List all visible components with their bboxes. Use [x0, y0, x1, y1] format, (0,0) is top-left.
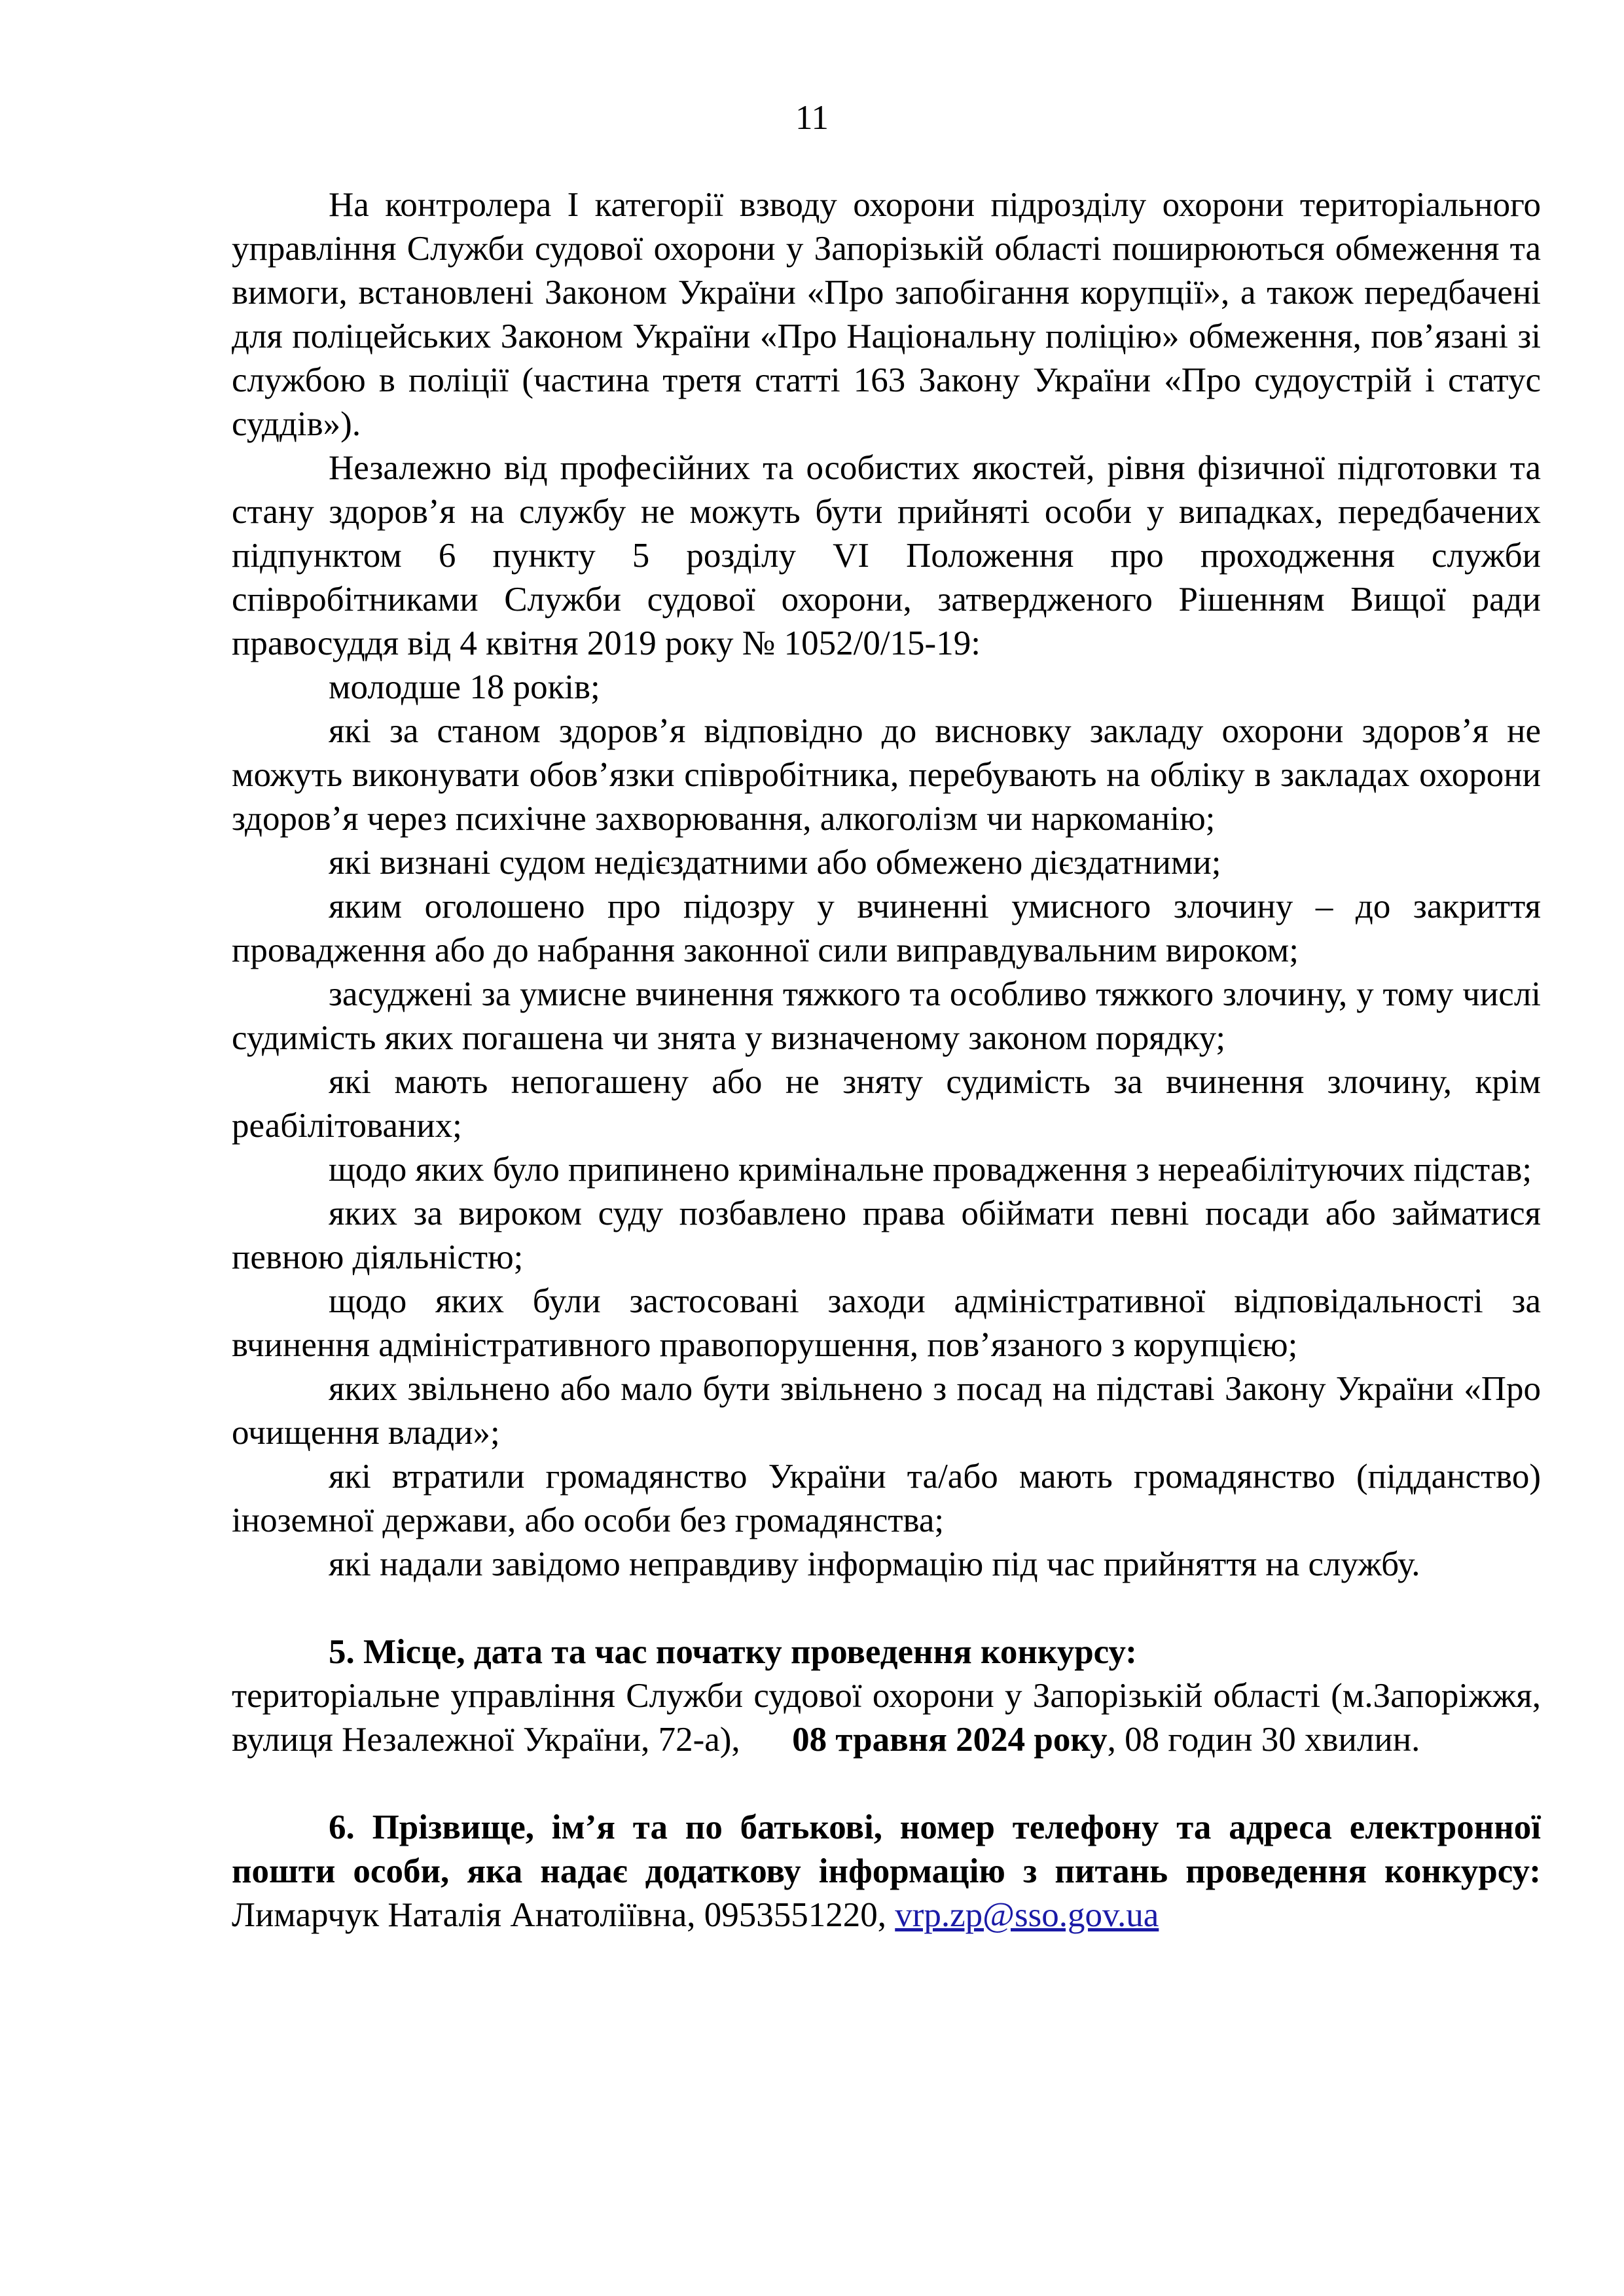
- list-item: молодше 18 років;: [329, 668, 600, 706]
- section-5-text: [232, 1674, 1541, 1762]
- page-number: 11: [795, 99, 829, 137]
- section-6-text: [232, 1806, 1541, 1937]
- list-item: які надали завідомо неправдиву інформацію під час прийняття на службу.: [329, 1545, 1420, 1583]
- section-6-heading: 6. Прізвище, ім’я та по батькові, номер телефону та адреса електронної пошти особи, яка надає додаткову інформацію з питань проведення конкурсу:: [232, 1808, 1541, 1890]
- list-item: які втратили громадянство України та/або мають громадянство (підданство) іноземної держави, або особи без громадянства;: [232, 1458, 1541, 1539]
- document-body: [232, 183, 1541, 1937]
- section-5: [232, 1630, 1541, 1762]
- section-5-date: 08 травня 2024 року: [792, 1721, 1108, 1759]
- list-item: щодо яких було припинено кримінальне провадження з нереабілітуючих підстав;: [329, 1151, 1532, 1189]
- list-item: які мають непогашену або не зняту судимість за вчинення злочину, крім реабілітованих;: [232, 1063, 1541, 1145]
- section-5-time: , 08 годин 30 хвилин.: [1107, 1721, 1420, 1759]
- list-item: яких звільнено або мало бути звільнено з посад на підставі Закону України «Про очищення влади»;: [232, 1370, 1541, 1452]
- list-item: яким оголошено про підозру у вчиненні умисного злочину – до закриття провадження або до набрання законної сили виправдувальним вироком;: [232, 888, 1541, 969]
- section-5-heading: 5. Місце, дата та час початку проведення конкурсу:: [329, 1633, 1137, 1671]
- email-link[interactable]: vrp.zp@sso.gov.ua: [895, 1896, 1159, 1934]
- section-6-contact: Лимарчук Наталія Анатоліївна, 0953551220,: [232, 1896, 895, 1934]
- list-item: які за станом здоров’я відповідно до висновку закладу охорони здоров’я не можуть виконувати обов’язки співробітника, перебувають на обліку в закладах охорони здоров’я через психічне захворювання, алкоголізм чи наркоманію;: [232, 712, 1541, 838]
- list-item: які визнані судом недієздатними або обмежено дієздатними;: [329, 844, 1221, 882]
- paragraph: На контролера І категорії взводу охорони підрозділу охорони територіального управління Служби судової охорони у Запорізькій області поширюються обмеження та вимоги, встановлені Законом України «Про запобігання корупції», а також передбачені для поліцейських Законом України «Про Національну поліцію» обмеження, пов’язані зі службою в поліції (частина третя статті 163 Закону України «Про судоустрій і статус суддів»).: [232, 186, 1541, 443]
- section-6: [232, 1806, 1541, 1937]
- list-item: засуджені за умисне вчинення тяжкого та особливо тяжкого злочину, у тому числі судимість яких погашена чи знята у визначеному законом порядку;: [232, 975, 1541, 1057]
- paragraph: Незалежно від професійних та особистих якостей, рівня фізичної підготовки та стану здоров’я на службу не можуть бути прийняті особи у випадках, передбачених підпунктом 6 пункту 5 розділу VI Положення про проходження служби співробітниками Служби судової охорони, затвердженого Рішенням Вищої ради правосуддя від 4 квітня 2019 року № 1052/0/15-19:: [232, 449, 1541, 662]
- section-5-location: територіальне управління Служби судової охорони у Запорізькій області (м.Запоріжжя, вулиця Незалежної України, 72-а),: [232, 1677, 1541, 1759]
- list-item: яких за вироком суду позбавлено права обіймати певні посади або займатися певною діяльністю;: [232, 1194, 1541, 1276]
- list-item: щодо яких були застосовані заходи адміністративної відповідальності за вчинення адміністративного правопорушення, пов’язаного з корупцією;: [232, 1282, 1541, 1364]
